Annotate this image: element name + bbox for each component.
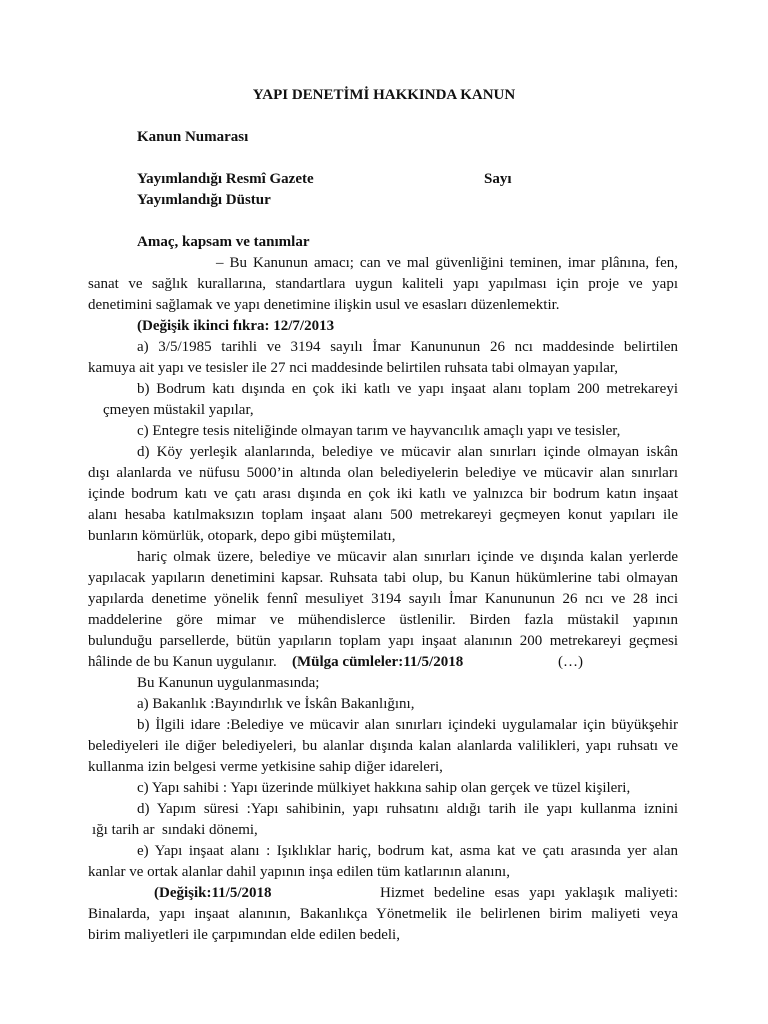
text-line: c) Yapı sahibi : Yapı üzerinde mülkiyet hakkına sahip olan gerçek ve tüzel kişileri, (137, 780, 631, 796)
amendment-note: (Değişik ikinci fıkra: 12/7/2013 (137, 318, 335, 334)
text-line: d) Köy yerleşik alanlarında, belediye ve mücavir alan sınırları içinde olmayan iskân (137, 444, 678, 460)
text-line: maddelerine göre mimar ve mühendislerce üstlenilir. Birden fazla müstakil yapının (88, 612, 678, 628)
amendment-note: (Mülga cümleler:11/5/2018 (292, 654, 464, 670)
text-line: Hizmet bedeline esas yapı yaklaşık maliyeti: (380, 885, 678, 901)
sayi-label: Sayı (484, 171, 512, 187)
text-line: dışı alanlarda ve nüfusu 5000’in altında olan belediyelerin belediye ve mücavir alan sınırları (88, 465, 678, 481)
text-line: a) Bakanlık :Bayındırlık ve İskân Bakanlığını, (137, 696, 415, 712)
text-line: kanlar ve ortak alanlar dahil yapının inşa edilen tüm katlarının alanını, (88, 864, 510, 880)
text-line: kamuya ait yapı ve tesisler ile 27 nci maddesinde belirtilen ruhsata tabi olmayan yapılar, (88, 360, 619, 376)
text-line: birim maliyetleri ile çarpımından elde edilen bedeli, (88, 927, 400, 943)
text-line: sanat ve sağlık kurallarına, standartlara uygun kaliteli yapı yapılması için proje ve yapı (88, 276, 678, 292)
text-line: – Bu Kanunun amacı; can ve mal güvenliğini teminen, imar plânına, fen, (216, 255, 678, 271)
text-line: kullanma izin belgesi verme yetkisine sahip diğer idareleri, (88, 759, 443, 775)
text-line: e) Yapı inşaat alanı : Işıklıklar hariç, bodrum kat, asma kat ve çatı arasında yer alan (137, 843, 678, 859)
text-line: Binalarda, yapı inşaat alanının, Bakanlıkça Yönetmelik ile belirlenen birim maliyeti veya (88, 906, 678, 922)
dustur-label: Yayımlandığı Düstur (137, 192, 271, 208)
text-line: hariç olmak üzere, belediye ve mücavir alan sınırları içinde ve dışında kalan yerlerde (137, 549, 678, 565)
text-line: yapılacak yapıların denetimini kapsar. Ruhsata tabi olup, bu Kanun hükümlerine tabi olmayan (88, 570, 678, 586)
section-heading: Amaç, kapsam ve tanımlar (137, 234, 310, 250)
text-line: içinde bodrum katı ve çatı arası dışında en çok iki katlı ve yalnızca bir bodrum katın inşaat (88, 486, 678, 502)
text-line: çmeyen müstakil yapılar, (103, 402, 254, 418)
kanun-numarasi-label: Kanun Numarası (137, 129, 249, 145)
amendment-note: (Değişik:11/5/2018 (154, 885, 272, 901)
ellipsis-mark: (…) (558, 654, 583, 670)
text-line: a) 3/5/1985 tarihli ve 3194 sayılı İmar Kanununun 26 ncı maddesinde belirtilen (137, 339, 678, 355)
text-line: b) İlgili idare :Belediye ve mücavir alan sınırları içindeki uygulamalar için büyükşehir (137, 717, 678, 733)
text-line: c) Entegre tesis niteliğinde olmayan tarım ve hayvancılık amaçlı yapı ve tesisler, (137, 423, 621, 439)
text-line: bulunduğu parsellerde, bütün yapıların toplam yapı inşaat alanının 200 metrekareyi geçmesi (88, 633, 678, 649)
resmi-gazete-label: Yayımlandığı Resmî Gazete (137, 171, 314, 187)
text-line: denetimini sağlamak ve yapı denetimine ilişkin usul ve esasları düzenlemektir. (88, 297, 560, 313)
text-line: bunların kömürlük, otopark, depo gibi müştemilatı, (88, 528, 396, 544)
text-line: belediyeleri ile diğer belediyeleri, bu alanlar dışında kalan alanlarda valilikleri, yapı ruhsatı ve (88, 738, 678, 754)
text-line: yapılarda denetime yönelik fennî mesuliyet 3194 sayılı İmar Kanununun 26 ncı ve 28 inci (88, 591, 678, 607)
text-line: Bu Kanunun uygulanmasında; (137, 675, 320, 691)
text-line: hâlinde de bu Kanun uygulanır. (88, 654, 281, 670)
text-line: d) Yapım süresi :Yapı sahibinin, yapı ruhsatını aldığı tarih ile yapı kullanma iznini (137, 801, 678, 817)
text-line: ığı tarih ar sındaki dönemi, (92, 822, 258, 838)
text-line: alanı hesaba katılmaksızın toplam inşaat alanı 500 metrekareyi geçmeyen konut yapıları ile (88, 507, 678, 523)
text-line: b) Bodrum katı dışında en çok iki katlı ve yapı inşaat alanı toplam 200 metrekareyi (137, 381, 678, 397)
document-title: YAPI DENETİMİ HAKKINDA KANUN (252, 87, 516, 103)
